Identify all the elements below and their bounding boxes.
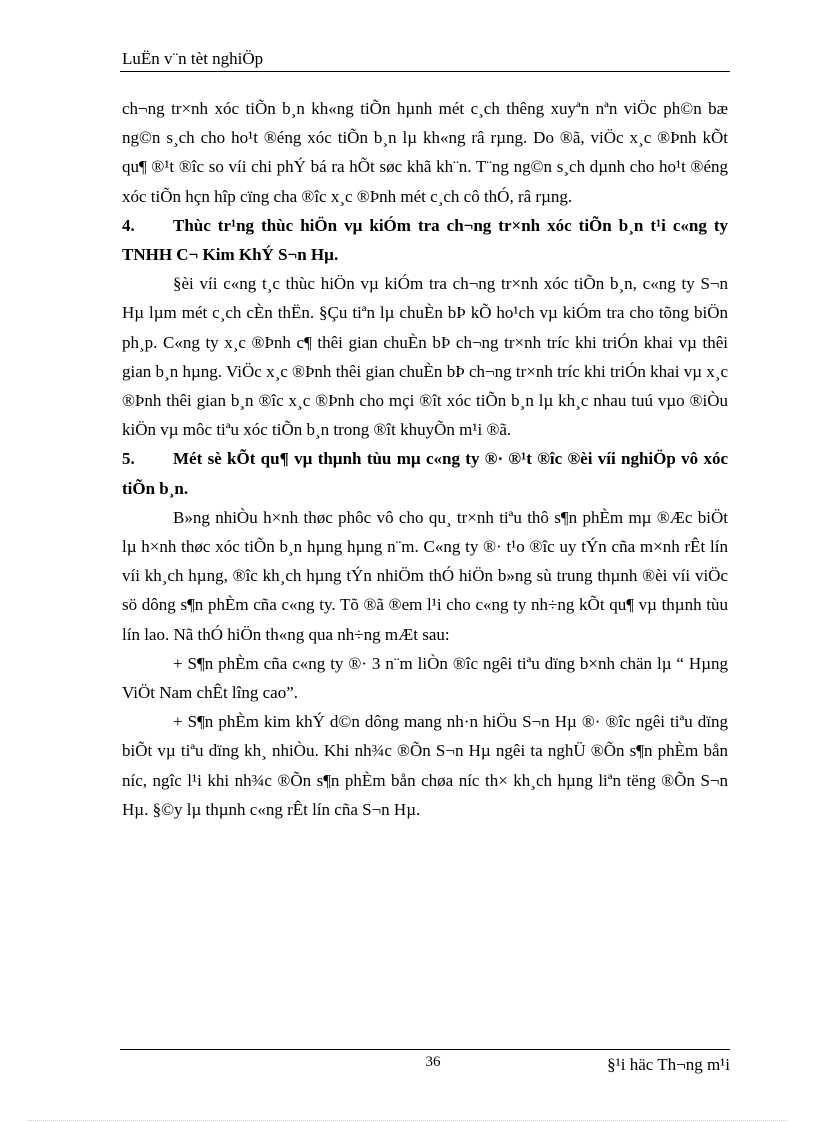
page-number: 36	[425, 1054, 441, 1070]
section-4-heading	[122, 211, 728, 269]
section-4-paragraph: §èi víi c«ng t¸c thùc hiÖn vµ kiÓm tra ch¬ng tr×nh xóc tiÕn b¸n, c«ng ty S¬n Hµ lµm mét c¸ch cÈn thËn. §Çu tiªn lµ chuÈn bÞ kÕ ho¹ch vµ kiÓm tra cho tõng biÖn ph¸p. C«ng ty x¸c ®Þnh c¶ thêi gian chuÈn bÞ ch¬ng tr×nh tríc khi triÓn khai vµ thêi gian b¸n hµng. ViÖc x¸c ®Þnh thêi gian chuÈn bÞ ch¬ng tr×nh tríc khi triÓn khai vµ x¸c ®Þnh thêi gian b¸n ®îc x¸c ®Þnh cho mçi ®ît xóc tiÕn b¸n lµ kh¸c nhau tuú vµo ®iÒu kiÖn vµ môc tiªu xóc tiÕn b¸n trong ®ît khuyÕn m¹i ®ã.	[122, 274, 728, 440]
section-5-paragraph-2: + S¶n phÈm cña c«ng ty ®· 3 n¨m liÒn ®îc ngêi tiªu dïng b×nh chän lµ “ Hµng ViÖt Nam chÊt lîng cao”.	[122, 653, 728, 703]
header-divider	[120, 71, 730, 72]
footer-divider	[120, 1049, 730, 1050]
page-header-title: LuËn v¨n tèt nghiÖp	[122, 49, 264, 68]
section-4-title: Thùc tr¹ng thùc hiÖn vµ kiÓm tra ch¬ng tr×nh xóc tiÕn b¸n t¹i c«ng ty TNHH C¬ Kim KhÝ S¬n Hµ.	[122, 215, 728, 265]
section-5-paragraph-1: B»ng nhiÒu h×nh thøc phôc vô cho qu¸ tr×nh tiªu thô s¶n phÈm mµ ®Æc biÖt lµ h×nh thøc xóc tiÕn b¸n hµng hµng n¨m. C«ng ty ®· t¹o ®îc uy tÝn cña m×nh rÊt lín víi kh¸ch hµng, ®îc kh¸ch hµng tÝn nhiÖm thÓ hiÖn b»ng sù trung thµnh ®èi víi viÖc sö dông s¶n phÈm cña c«ng ty. Tõ ®ã ®em l¹i cho c«ng ty nh÷ng kÕt qu¶ vµ thµnh tùu lín lao. Nã thÓ hiÖn th«ng qua nh÷ng mÆt sau:	[122, 507, 728, 644]
section-5-number: 5.	[122, 449, 135, 469]
section-5-heading	[122, 444, 728, 502]
section-5-title: Mét sè kÕt qu¶ vµ thµnh tùu mµ c«ng ty ®· ®¹t ®îc ®èi víi nghiÖp vô xóc tiÕn b¸n.	[122, 449, 728, 498]
paragraph-intro: ch¬ng tr×nh xóc tiÕn b¸n kh«ng tiÕn hµnh mét c¸ch thêng xuyªn nªn viÖc ph©n bæ ng©n s¸ch cho ho¹t ®éng xóc tiÕn b¸n lµ kh«ng râ rµng. Do ®ã, viÖc x¸c ®Þnh kÕt qu¶ ®¹t ®îc so víi chi phÝ bá ra hÕt søc khã kh¨n. T¨ng ng©n s¸ch dµnh cho ho¹t ®éng xóc tiÕn hçn hîp cïng cha ®îc x¸c ®Þnh mét c¸ch cô thÓ, râ rµng.	[122, 99, 728, 206]
document-body	[122, 94, 728, 824]
section-4-number: 4.	[122, 215, 135, 235]
page-bottom-edge	[28, 1120, 788, 1121]
section-5-paragraph-3: + S¶n phÈm kim khÝ d©n dông mang nh·n hiÖu S¬n Hµ ®· ®îc ngêi tiªu dïng biÕt vµ tiªu dïng kh¸ nhiÒu. Khi nh¾c ®Õn S¬n Hµ ngêi ta nghÜ ®Õn s¶n phÈm bån níc, ngîc l¹i khi nh¾c ®Õn s¶n phÈm bån chøa níc th× kh¸ch hµng liªn tëng ®Õn S¬n Hµ. §©y lµ thµnh c«ng rÊt lín cña S¬n Hµ.	[122, 712, 728, 819]
footer-school-name: §¹i häc Th¬ng m¹i	[607, 1055, 730, 1074]
